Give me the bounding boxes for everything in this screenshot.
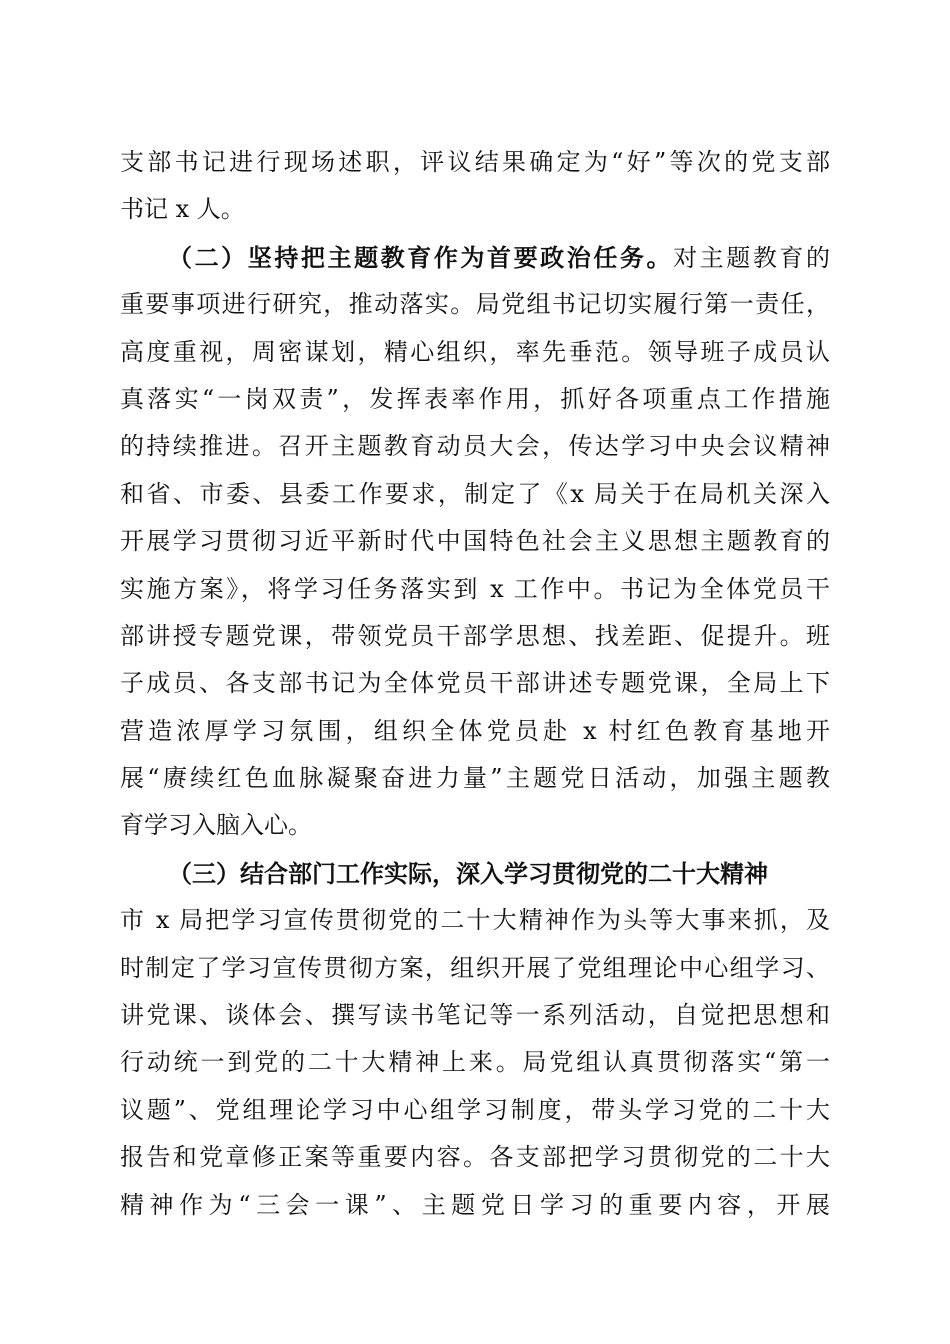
text-line: 重要事项进行研究，推动落实。局党组书记切实履行第一责任，	[120, 290, 830, 319]
text-line: 议题”、党组理论学习中心组学习制度，带头学习党的二十大	[120, 1095, 830, 1124]
text-line: 展“赓续红色血脉凝聚奋进力量”主题党日活动，加强主题教	[120, 764, 830, 793]
text-line: 的持续推进。召开主题教育动员大会，传达学习中央会议精神	[120, 432, 830, 461]
paragraph	[120, 139, 830, 234]
text-run: 对主题教育的	[673, 243, 830, 272]
text-line: 时制定了学习宣传贯彻方案，组织开展了党组理论中心组学习、	[120, 953, 830, 982]
text-line	[120, 234, 830, 281]
section-heading: （三）结合部门工作实际，深入学习贯彻党的二十大精神	[168, 858, 768, 888]
text-line: 高度重视，周密谋划，精心组织，率先垂范。领导班子成员认	[120, 337, 830, 366]
text-line: 和省、市委、县委工作要求，制定了《x 局关于在局机关深入	[120, 479, 830, 508]
paragraph	[120, 850, 830, 1229]
text-line: 行动统一到党的二十大精神上来。局党组认真贯彻落实“第一	[120, 1048, 830, 1077]
text-line: 书记 x 人。	[120, 195, 245, 224]
text-line: 支部书记进行现场述职，评议结果确定为“好”等次的党支部	[120, 148, 830, 176]
text-line: 实施方案》，将学习任务落实到 x 工作中。书记为全体党员干	[120, 574, 830, 603]
text-line	[120, 850, 830, 897]
section-heading: （二）坚持把主题教育作为首要政治任务。	[168, 242, 674, 272]
text-line: 部讲授专题党课，带领党员干部学思想、找差距、促提升。班	[120, 621, 830, 650]
text-line: 育学习入脑入心。	[120, 811, 312, 840]
text-line: 子成员、各支部书记为全体党员干部讲述专题党课，全局上下	[120, 669, 830, 698]
text-line: 营造浓厚学习氛围，组织全体党员赴 x 村红色教育基地开	[120, 716, 830, 745]
text-line: 真落实“一岗双责”，发挥表率作用，抓好各项重点工作措施	[120, 384, 830, 413]
text-line: 市 x 局把学习宣传贯彻党的二十大精神作为头等大事来抓，及	[120, 906, 830, 935]
paragraph	[120, 234, 830, 850]
text-line: 开展学习贯彻习近平新时代中国特色社会主义思想主题教育的	[120, 527, 830, 556]
text-line: 精神作为“三会一课”、主题党日学习的重要内容，开展	[120, 1190, 830, 1219]
text-line: 报告和党章修正案等重要内容。各支部把学习贯彻党的二十大	[120, 1143, 830, 1172]
document-page	[120, 139, 830, 1229]
text-line: 讲党课、谈体会、撰写读书笔记等一系列活动，自觉把思想和	[120, 1001, 830, 1030]
